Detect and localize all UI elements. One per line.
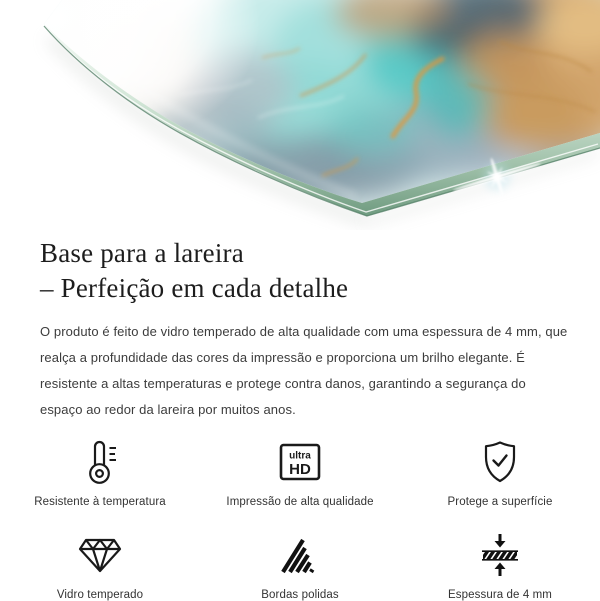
ultra-hd-icon — [279, 437, 321, 487]
thermometer-icon — [78, 437, 122, 487]
feature-label: Vidro temperado — [56, 589, 144, 601]
feature-print-quality — [200, 437, 400, 508]
page-title — [40, 236, 570, 306]
svg-text:HD: HD — [289, 461, 311, 478]
feature-label: Bordas polidas — [261, 589, 339, 601]
shield-check-icon — [478, 437, 522, 487]
feature-temperature — [0, 437, 200, 508]
feature-label: Resistente à temperatura — [34, 496, 166, 508]
glass-panel-illustration — [0, 0, 600, 230]
product-description: O produto é feito de vidro temperado de alta qualidade com uma espessura de 4 mm, que realça a profundidade das cores da impressão e proporciona um brilho elegante. É resistente a altas temperaturas e protege contra danos, garantindo a segurança do espaço ao redor da lareira por muitos anos. — [40, 324, 568, 417]
feature-protection — [400, 437, 600, 508]
thickness-4mm-icon — [477, 530, 523, 580]
title-line-2: – Perfeição em cada detalhe — [40, 273, 349, 303]
diamond-icon — [76, 530, 124, 580]
hero-image — [0, 0, 600, 230]
feature-label: Protege a superfície — [447, 496, 553, 508]
feature-label: Espessura de 4 mm — [448, 589, 552, 601]
feature-thickness — [400, 530, 600, 601]
svg-text:ultra: ultra — [289, 450, 311, 462]
product-info-section — [0, 230, 600, 423]
polished-edges-icon — [278, 530, 322, 580]
feature-grid — [0, 437, 600, 601]
feature-tempered-glass — [0, 530, 200, 601]
feature-polished-edges — [200, 530, 400, 601]
feature-label: Impressão de alta qualidade — [226, 496, 374, 508]
title-line-1: Base para a lareira — [40, 238, 244, 268]
